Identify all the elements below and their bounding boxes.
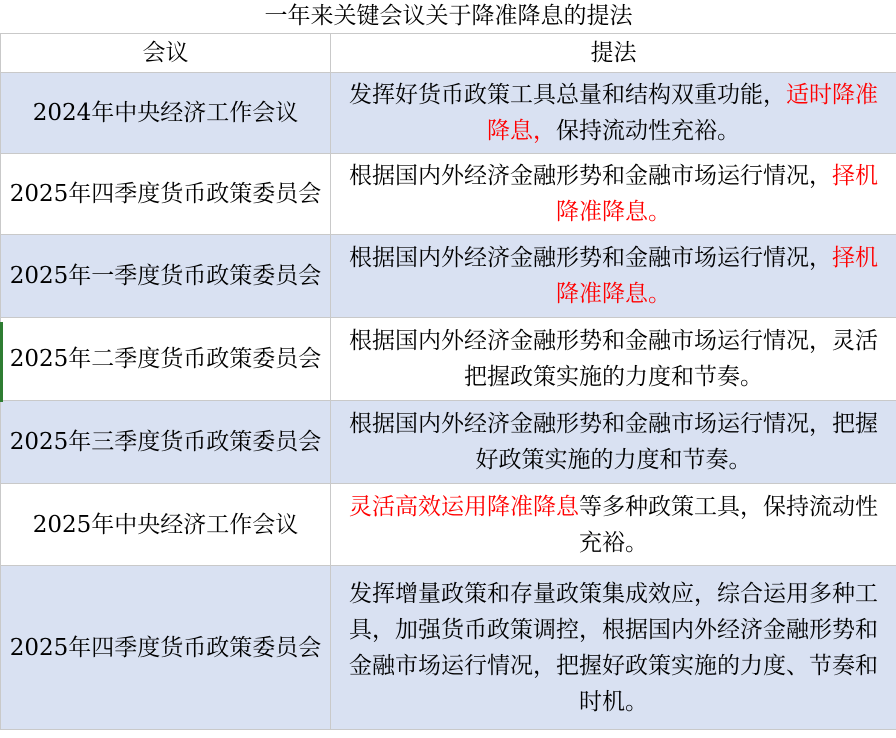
statement-text: 等多种政策工具，保持流动性充裕。 [579,493,878,556]
table-row [1,566,896,730]
statement-cell [331,154,896,235]
meeting-cell: 2025年三季度货币政策委员会 [1,401,331,484]
meeting-cell: 2024年中央经济工作会议 [1,73,331,154]
cell-marker [0,322,3,402]
statement-text: 根据国内外经济金融形势和金融市场运行情况，灵活把握政策实施的力度和节奏。 [349,328,878,390]
table-row [1,73,896,154]
statement-text: 保持流动性充裕。 [556,118,740,144]
header-row [1,34,896,73]
statement-cell [331,318,896,401]
table-row [1,154,896,235]
meeting-cell: 2025年四季度货币政策委员会 [1,566,331,730]
meeting-cell: 2025年中央经济工作会议 [1,484,331,566]
highlight-text: 择机降准降息。 [556,163,878,225]
meeting-cell: 2025年二季度货币政策委员会 [1,318,331,401]
statement-cell [331,235,896,318]
table-row [1,318,896,401]
meeting-cell: 2025年一季度货币政策委员会 [1,235,331,318]
statement-cell [331,484,896,566]
highlight-text: 灵活高效运用降准降息 [349,493,579,520]
statement-text: 发挥增量政策和存量政策集成效应，综合运用多种工具，加强货币政策调控，根据国内外经济金融形势和金融市场运行情况，把握好政策实施的力度、节奏和时机。 [349,580,878,715]
meeting-cell: 2025年四季度货币政策委员会 [1,154,331,235]
statement-text: 根据国内外经济金融形势和金融市场运行情况， [349,245,832,271]
statement-cell [331,566,896,730]
table-row [1,235,896,318]
statement-cell [331,73,896,154]
statement-text: 根据国内外经济金融形势和金融市场运行情况，把握好政策实施的力度和节奏。 [349,411,878,473]
table-row [1,484,896,566]
highlight-text: 适时降准降息， [487,82,878,144]
title-row [1,0,896,34]
statement-text: 根据国内外经济金融形势和金融市场运行情况， [349,163,832,189]
header-statement: 提法 [331,34,896,73]
statement-text: 发挥好货币政策工具总量和结构双重功能， [349,82,786,108]
statement-cell [331,401,896,484]
highlight-text: 择机降准降息。 [556,245,878,307]
header-meeting: 会议 [1,34,331,73]
table-row [1,401,896,484]
table-title: 一年来关键会议关于降准降息的提法 [1,0,896,34]
